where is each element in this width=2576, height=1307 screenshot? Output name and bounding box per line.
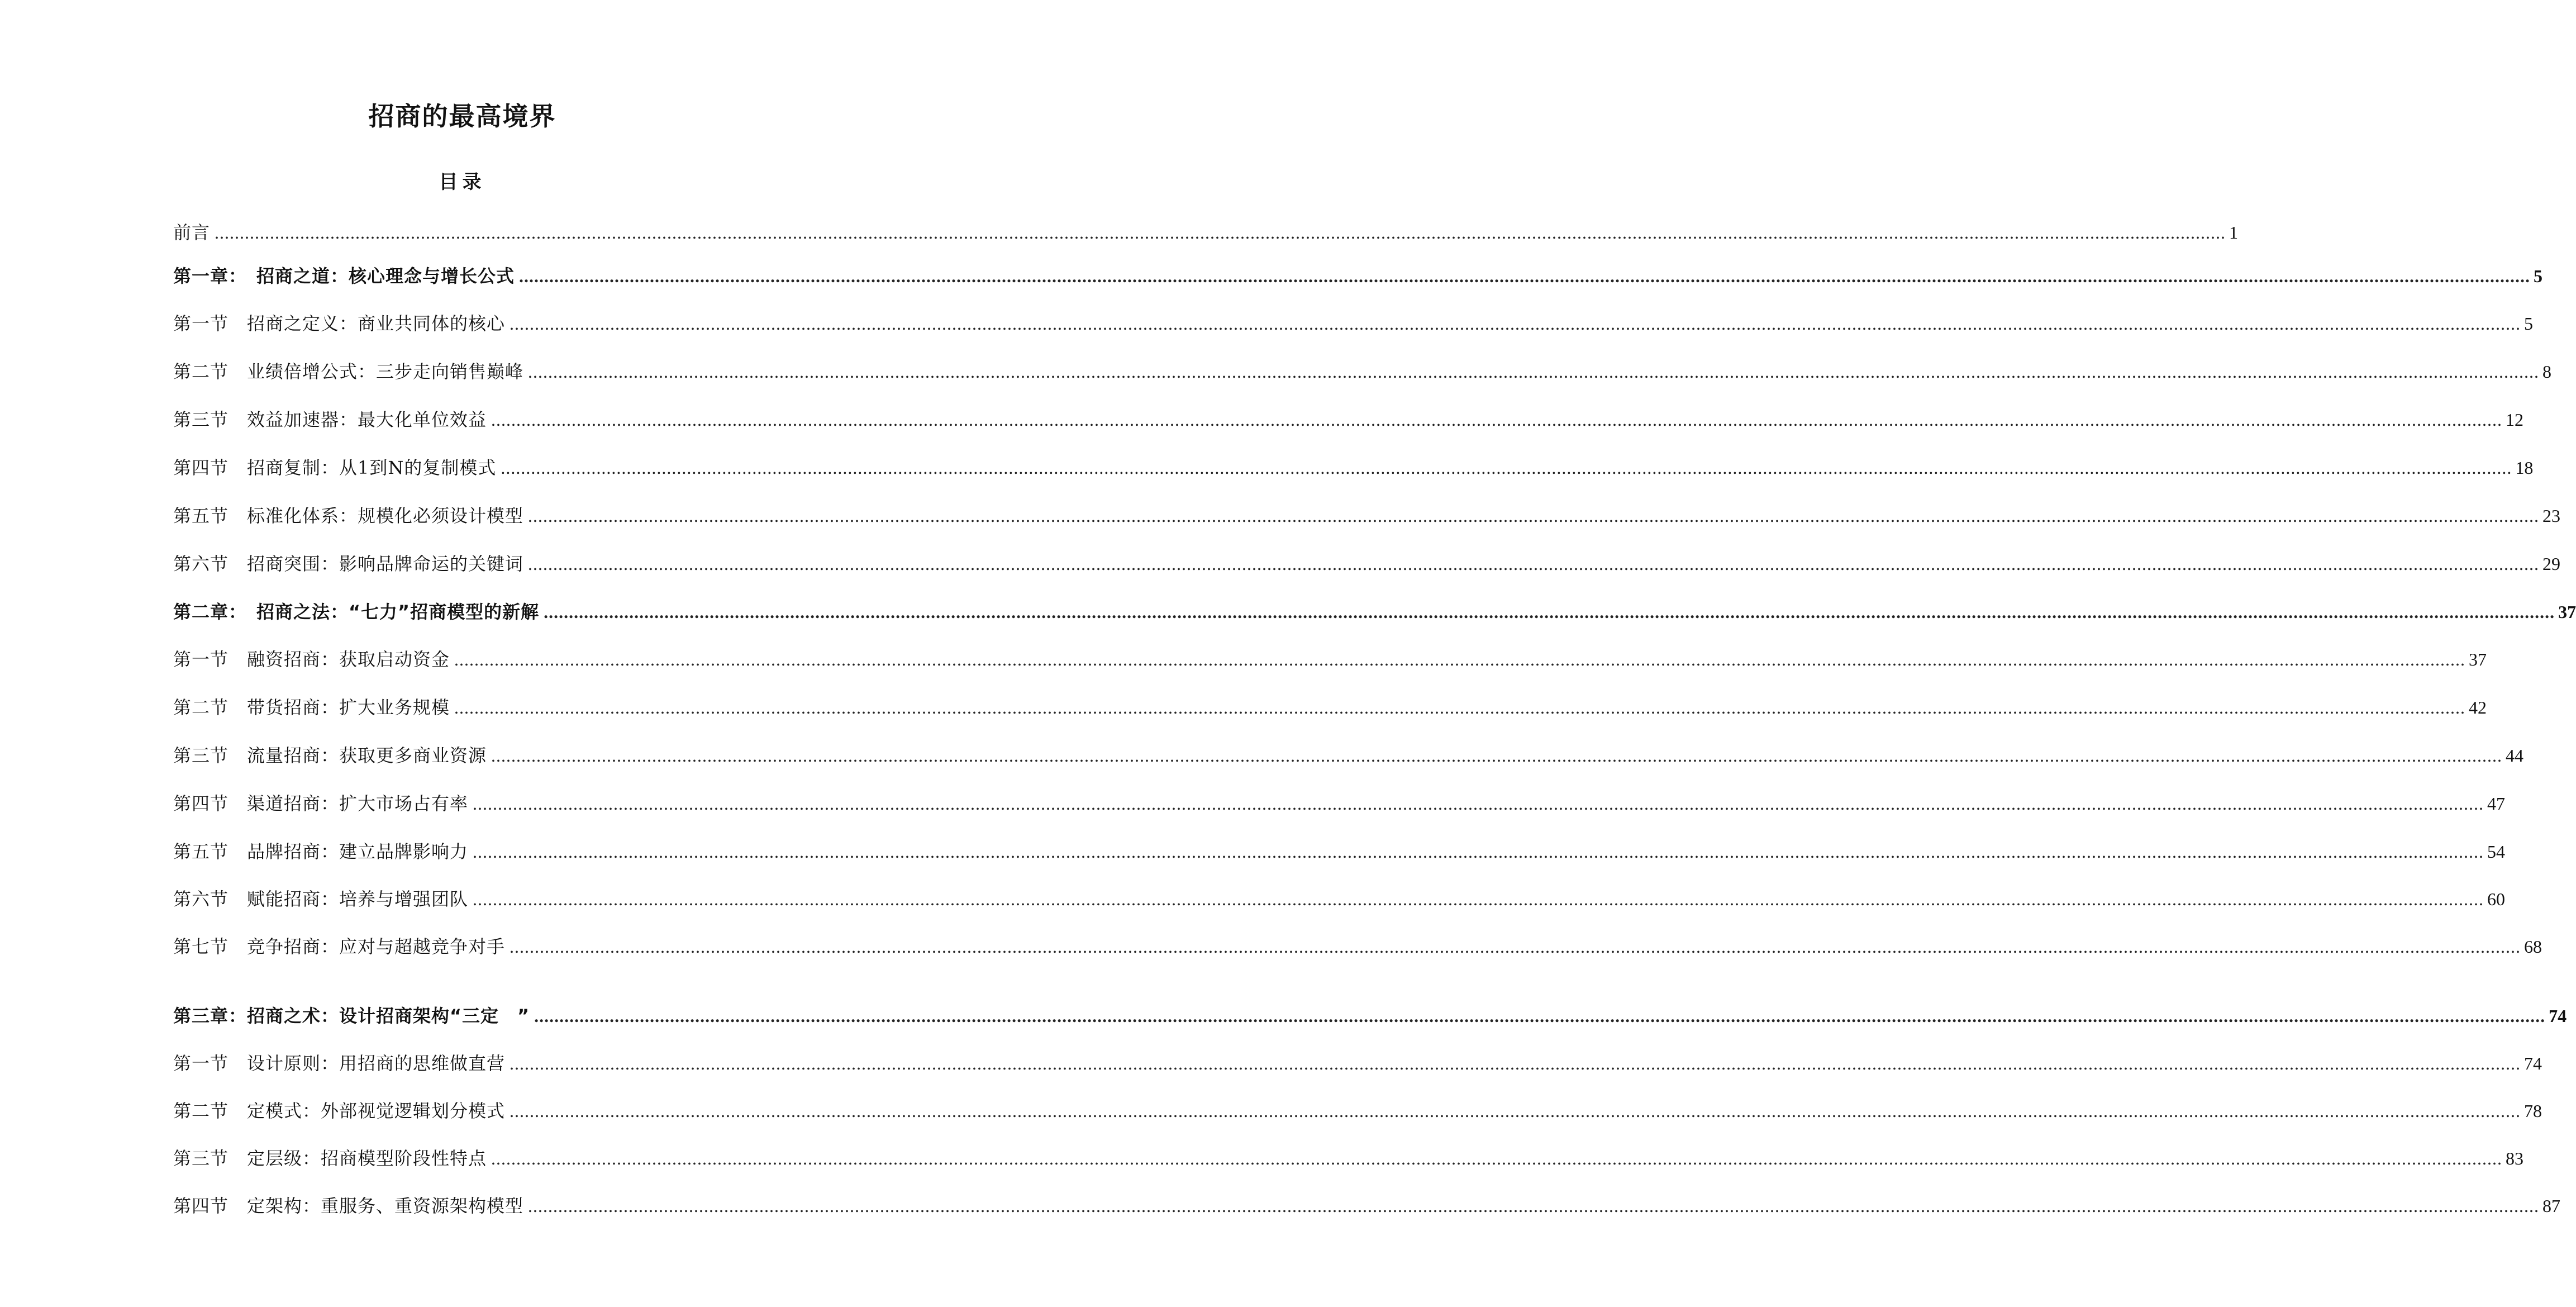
toc-page-number: 5 — [2524, 313, 2534, 334]
table-of-contents — [173, 0, 2576, 1307]
toc-page-number: 83 — [2506, 1148, 2524, 1168]
toc-page-number: 74 — [2524, 1053, 2542, 1073]
dot-leader: ................................................................................................................................................................................................................................................................................................................................................................................................................ — [491, 410, 2503, 430]
toc-page-number: 29 — [2542, 554, 2561, 574]
toc-section-entry — [173, 454, 2534, 479]
toc-entry-title: 第一节 融资招商：获取启动资金 — [173, 649, 450, 670]
dot-leader: ................................................................................................................................................................................................................................................................................................................................................................................................................ — [473, 793, 2484, 814]
toc-section-entry — [173, 1192, 2561, 1218]
toc-chapter-entry — [173, 262, 2543, 288]
toc-page-number: 42 — [2469, 697, 2487, 717]
toc-section-entry — [173, 406, 2524, 431]
toc-entry-title: 第二节 定模式：外部视觉逻辑划分模式 — [173, 1100, 506, 1121]
dot-leader: ................................................................................................................................................................................................................................................................................................................................................................................................................ — [473, 842, 2484, 862]
toc-entry-title: 第三章：招商之术：设计招商架构“三定 ” — [173, 1005, 530, 1026]
toc-entry-title: 第一章： 招商之道：核心理念与增长公式 — [173, 265, 515, 287]
toc-chapter-entry — [173, 598, 2576, 624]
toc-entry-title: 第一节 招商之定义：商业共同体的核心 — [173, 313, 506, 334]
dot-leader: ................................................................................................................................................................................................................................................................................................................................................................................................................ — [528, 1196, 2540, 1216]
dot-leader: ................................................................................................................................................................................................................................................................................................................................................................................................................ — [528, 554, 2540, 574]
dot-leader: ................................................................................................................................................................................................................................................................................................................................................................................................................ — [510, 937, 2521, 957]
toc-entry-title: 第五节 品牌招商：建立品牌影响力 — [173, 841, 469, 862]
dot-leader: ................................................................................................................................................................................................................................................................................................................................................................................................................ — [501, 458, 2512, 478]
toc-section-entry — [173, 885, 2506, 911]
toc-page-number: 78 — [2524, 1101, 2542, 1121]
dot-leader: ................................................................................................................................................................................................................................................................................................................................................................................................................ — [528, 362, 2540, 382]
toc-section-entry — [173, 550, 2561, 576]
dot-leader: ................................................................................................................................................................................................................................................................................................................................................................................................................ — [491, 745, 2503, 766]
toc-entry-title: 第四节 定架构：重服务、重资源架构模型 — [173, 1195, 524, 1216]
toc-entry-title: 第六节 招商突围：影响品牌命运的关键词 — [173, 553, 524, 574]
toc-entry-title: 第二节 带货招商：扩大业务规模 — [173, 697, 450, 718]
toc-chapter-entry — [173, 1002, 2567, 1028]
dot-leader: ................................................................................................................................................................................................................................................................................................................................................................................................................ — [454, 649, 2466, 669]
toc-entry-title: 第四节 招商复制：从1到N的复制模式 — [173, 457, 497, 478]
toc-page-number: 18 — [2515, 458, 2534, 478]
dot-leader: ................................................................................................................................................................................................................................................................................................................................................................................................................ — [510, 313, 2521, 334]
toc-entry-title: 第七节 竞争招商：应对与超越竞争对手 — [173, 936, 506, 957]
toc-page-number: 5 — [2534, 266, 2543, 286]
toc-entry-title: 第三节 流量招商：获取更多商业资源 — [173, 745, 487, 766]
toc-section-entry — [173, 838, 2506, 863]
toc-section-entry — [173, 1049, 2542, 1075]
toc-entry-title: 第四节 渠道招商：扩大市场占有率 — [173, 793, 469, 814]
toc-entry-title: 第二节 业绩倍增公式：三步走向销售巅峰 — [173, 361, 524, 382]
toc-page-number: 37 — [2469, 649, 2487, 669]
toc-section-entry — [173, 742, 2524, 767]
toc-page-number: 12 — [2506, 410, 2524, 430]
toc-entry-title: 第三节 效益加速器：最大化单位效益 — [173, 409, 487, 430]
toc-heading: 目录 — [439, 171, 486, 193]
dot-leader: ................................................................................................................................................................................................................................................................................................................................................................................................................ — [534, 1006, 2546, 1026]
toc-section-entry — [173, 1097, 2542, 1123]
toc-page-number: 68 — [2524, 937, 2542, 957]
toc-page-number: 8 — [2542, 362, 2552, 382]
dot-leader: ................................................................................................................................................................................................................................................................................................................................................................................................................ — [519, 266, 2531, 286]
toc-page-number: 47 — [2487, 793, 2506, 814]
toc-page-number: 74 — [2549, 1006, 2567, 1026]
toc-entry-title: 第三节 定层级：招商模型阶段性特点 — [173, 1148, 487, 1169]
toc-entry-title: 第二章： 招商之法：“七力”招商模型的新解 — [173, 601, 540, 622]
toc-section-entry — [173, 310, 2534, 335]
toc-entry-title: 第一节 设计原则：用招商的思维做直营 — [173, 1053, 506, 1074]
toc-section-entry — [173, 218, 2239, 244]
toc-page-number: 1 — [2229, 222, 2239, 243]
dot-leader: ................................................................................................................................................................................................................................................................................................................................................................................................................ — [510, 1101, 2521, 1121]
dot-leader: ................................................................................................................................................................................................................................................................................................................................................................................................................ — [215, 222, 2226, 243]
toc-entry-title: 前言 — [173, 222, 211, 243]
dot-leader: ................................................................................................................................................................................................................................................................................................................................................................................................................ — [473, 889, 2484, 909]
dot-leader: ................................................................................................................................................................................................................................................................................................................................................................................................................ — [528, 506, 2540, 526]
toc-page-number: 44 — [2506, 745, 2524, 766]
toc-section-entry — [173, 502, 2561, 527]
toc-section-entry — [173, 790, 2506, 815]
toc-page-number: 23 — [2542, 506, 2561, 526]
toc-page-number: 87 — [2542, 1196, 2561, 1216]
toc-entry-title: 第五节 标准化体系：规模化必须设计模型 — [173, 505, 524, 526]
toc-entry-title: 第六节 赋能招商：培养与增强团队 — [173, 888, 469, 910]
toc-section-entry — [173, 693, 2487, 719]
dot-leader: ................................................................................................................................................................................................................................................................................................................................................................................................................ — [544, 602, 2555, 622]
dot-leader: ................................................................................................................................................................................................................................................................................................................................................................................................................ — [454, 697, 2466, 717]
document-title: 招商的最高境界 — [368, 101, 556, 131]
toc-page-number: 37 — [2558, 602, 2576, 622]
dot-leader: ................................................................................................................................................................................................................................................................................................................................................................................................................ — [491, 1148, 2503, 1168]
toc-section-entry — [173, 358, 2552, 383]
toc-section-entry — [173, 645, 2487, 671]
toc-section-entry — [173, 1144, 2524, 1170]
dot-leader: ................................................................................................................................................................................................................................................................................................................................................................................................................ — [510, 1053, 2521, 1073]
toc-page-number: 54 — [2487, 842, 2506, 862]
toc-page-number: 60 — [2487, 889, 2506, 909]
toc-section-entry — [173, 933, 2542, 958]
